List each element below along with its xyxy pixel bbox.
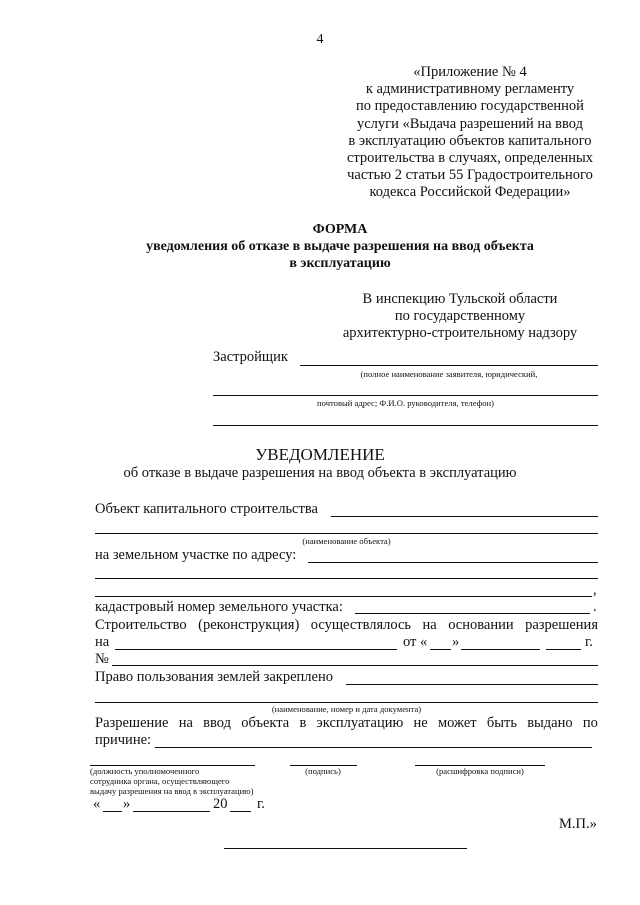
decode-hint: (расшифровка подписи) bbox=[436, 766, 524, 776]
stamp-mark: М.П.» bbox=[559, 816, 597, 832]
reason-line[interactable] bbox=[155, 747, 592, 748]
cadastral-label: кадастровый номер земельного участка: bbox=[95, 599, 343, 615]
appendix-line: услуги «Выдача разрешений на ввод bbox=[357, 115, 583, 132]
construction-word: Строительство bbox=[95, 617, 187, 633]
inspection-line: архитектурно-строительному надзору bbox=[342, 325, 578, 342]
form-title-line: уведомления об отказе в выдаче разрешения на ввод объекта bbox=[146, 239, 534, 254]
construction-word: разрешения bbox=[525, 617, 598, 633]
construction-word: основании bbox=[448, 617, 514, 633]
object-name-line[interactable] bbox=[331, 516, 598, 517]
object-name-line-2[interactable] bbox=[95, 533, 598, 534]
date-year-prefix: 20 bbox=[213, 796, 228, 812]
permit-line[interactable] bbox=[115, 649, 397, 650]
form-title-line: ФОРМА bbox=[312, 222, 368, 237]
appendix-line: по предоставлению государственной bbox=[356, 98, 584, 115]
position-hint-line: (должность уполномоченного bbox=[90, 766, 200, 776]
appendix-block bbox=[300, 64, 640, 202]
bottom-rule bbox=[224, 848, 467, 849]
developer-extra-line[interactable] bbox=[213, 425, 598, 426]
refusal-word: выдано bbox=[527, 715, 573, 731]
appendix-line: кодекса Российской Федерации» bbox=[369, 184, 571, 201]
inspection-addressee bbox=[290, 291, 630, 343]
developer-name-line[interactable] bbox=[300, 365, 598, 366]
permit-date-close: » bbox=[452, 634, 460, 650]
refusal-word: эксплуатацию bbox=[316, 715, 404, 731]
developer-address-line[interactable] bbox=[213, 395, 598, 396]
cadastral-end: . bbox=[593, 599, 597, 615]
construction-word: (реконструкция) bbox=[198, 617, 300, 633]
land-document-line[interactable] bbox=[95, 702, 598, 703]
cadastral-number-line[interactable] bbox=[355, 613, 590, 614]
address-line-3[interactable] bbox=[95, 596, 592, 597]
date-day-line[interactable] bbox=[103, 811, 122, 812]
number-sign: № bbox=[95, 651, 109, 667]
inspection-line: В инспекцию Тульской области bbox=[362, 291, 558, 307]
appendix-line: частью 2 статьи 55 Градостроительного bbox=[347, 167, 593, 184]
address-line[interactable] bbox=[308, 562, 598, 563]
land-right-label: Право пользования землей закреплено bbox=[95, 669, 333, 685]
position-hint-line: выдачу разрешения на ввод в эксплуатацию) bbox=[90, 786, 254, 796]
date-close-quote: » bbox=[123, 796, 131, 812]
refusal-word: на bbox=[178, 715, 193, 731]
permit-number-line[interactable] bbox=[112, 665, 598, 666]
address-line-2[interactable] bbox=[95, 578, 598, 579]
reason-label: причине: bbox=[95, 732, 152, 748]
refusal-word: может bbox=[437, 715, 477, 731]
date-open-quote: « bbox=[93, 796, 101, 812]
notice-subheading: об отказе в выдаче разрешения на ввод объекта в эксплуатацию bbox=[123, 465, 517, 481]
refusal-word: объекта bbox=[241, 715, 290, 731]
permit-date-open: от « bbox=[403, 634, 428, 650]
signature-hint: (подпись) bbox=[305, 766, 341, 776]
refusal-word: Разрешение bbox=[95, 715, 169, 731]
construction-word: на bbox=[422, 617, 437, 633]
form-title bbox=[80, 221, 600, 272]
construction-sentence bbox=[95, 617, 598, 634]
date-year-line[interactable] bbox=[230, 811, 251, 812]
date-month-line[interactable] bbox=[133, 811, 210, 812]
refusal-sentence bbox=[95, 715, 598, 732]
refusal-word: в bbox=[299, 715, 307, 731]
notice-heading: УВЕДОМЛЕНИЕ bbox=[255, 445, 385, 464]
permit-year-suffix: г. bbox=[585, 634, 593, 650]
appendix-line: к административному регламенту bbox=[365, 81, 575, 98]
address-label: на земельном участке по адресу: bbox=[95, 547, 297, 563]
page-number: 4 bbox=[316, 32, 324, 47]
address-comma: , bbox=[593, 582, 597, 598]
permit-na-label: на bbox=[95, 634, 110, 650]
date-year-suffix: г. bbox=[257, 796, 265, 812]
construction-word: осуществлялось bbox=[310, 617, 412, 633]
permit-year-line[interactable] bbox=[546, 649, 581, 650]
permit-month-line[interactable] bbox=[461, 649, 540, 650]
developer-hint: почтовый адрес; Ф.И.О. руководителя, телефон) bbox=[317, 398, 494, 408]
form-title-line: в эксплуатацию bbox=[289, 256, 391, 271]
appendix-line: в эксплуатацию объектов капитального bbox=[348, 132, 592, 149]
inspection-line: по государственному bbox=[394, 308, 526, 325]
refusal-word: ввод bbox=[203, 715, 231, 731]
appendix-line: строительства в случаях, определенных bbox=[346, 150, 594, 167]
developer-hint: (полное наименование заявителя, юридический, bbox=[360, 369, 538, 379]
land-right-line[interactable] bbox=[346, 684, 598, 685]
refusal-word: не bbox=[413, 715, 428, 731]
permit-day-line[interactable] bbox=[430, 649, 451, 650]
refusal-word: быть bbox=[486, 715, 517, 731]
appendix-line: «Приложение № 4 bbox=[413, 64, 527, 80]
object-label: Объект капитального строительства bbox=[95, 501, 318, 517]
developer-label: Застройщик bbox=[213, 349, 288, 365]
position-hint-line: сотрудника органа, осуществляющего bbox=[90, 776, 230, 786]
position-hint bbox=[90, 766, 290, 796]
object-hint: (наименование объекта) bbox=[302, 536, 391, 546]
refusal-word: по bbox=[582, 715, 598, 731]
document-hint: (наименование, номер и дата документа) bbox=[271, 704, 422, 714]
